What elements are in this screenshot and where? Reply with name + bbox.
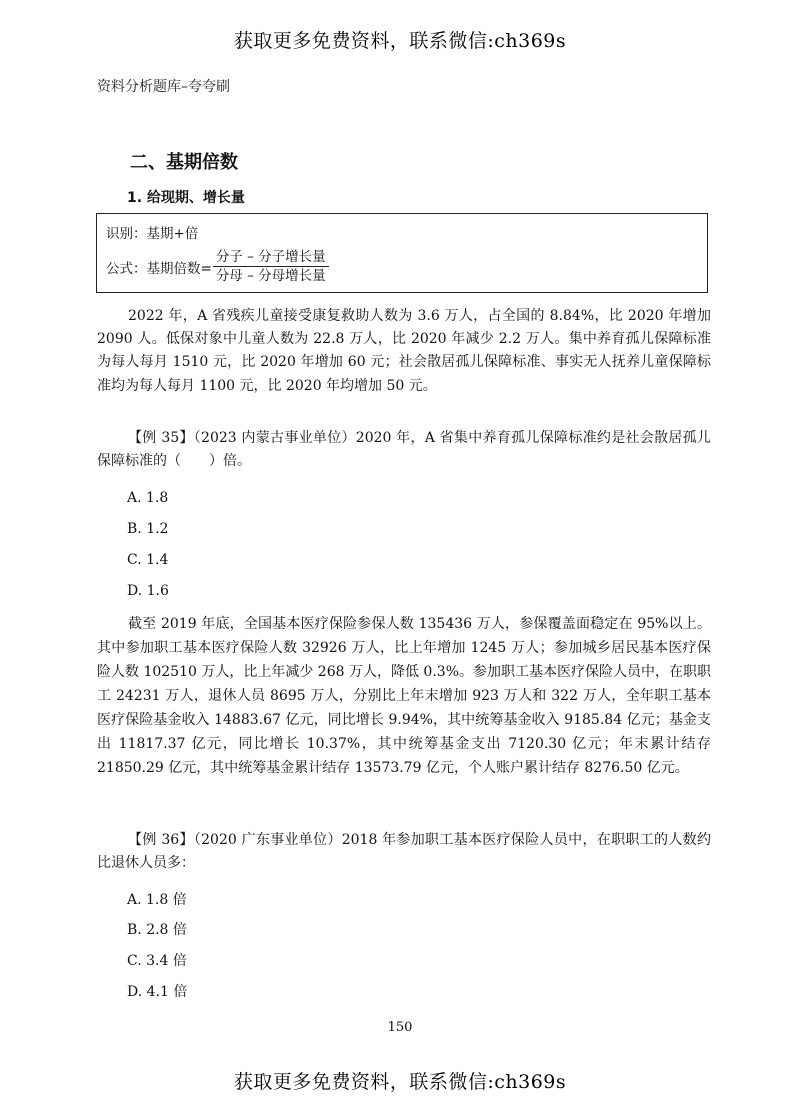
q35-option-a[interactable]: A. 1.8	[127, 490, 169, 506]
q35-option-d[interactable]: D. 1.6	[127, 583, 169, 599]
formula-denominator: 分母 – 分母增长量	[215, 268, 326, 284]
question-36: 【例 36】（2020 广东事业单位）2018 年参加职工基本医疗保险人员中，在职职工的人数约比退休人员多：	[97, 832, 711, 872]
q35-option-c[interactable]: C. 1.4	[127, 552, 169, 568]
section-title: 二、基期倍数	[130, 152, 238, 173]
formula-box	[96, 213, 708, 293]
formula-fraction	[213, 248, 329, 285]
running-head: 资料分析题库–夸夸刷	[97, 79, 230, 95]
page-number: 150	[387, 1020, 413, 1035]
formula-label: 公式：基期倍数=	[106, 260, 212, 277]
q35-option-b[interactable]: B. 1.2	[127, 521, 169, 537]
promo-banner-top: 获取更多免费资料，联系微信:ch369s	[233, 30, 567, 52]
identify-line: 识别：基期+倍	[106, 226, 199, 242]
formula-numerator: 分子 – 分子增长量	[213, 248, 329, 267]
passage-2: 截至 2019 年底，全国基本医疗保险参保人数 135436 万人，参保覆盖面稳定在 95%以上。其中参加职工基本医疗保险人数 32926 万人，比上年增加 1245 万人；参加城乡居民基本医疗保险人数 102510 万人，比上年减少 268 万人，降低 0.3%。参加职工基本医疗保险人员中，在职职工 24231 万人，退休人员 8695 万人，分别比上年末增加 923 万人和 322 万人，全年职工基本医疗保险基金收入 14883.67 亿元，同比增长 9.94%，其中统筹基金收入 9185.84 亿元；基金支出 11817.37 亿元，同比增长 10.37%，其中统筹基金支出 7120.30 亿元；年末累计结存 21850.29 亿元，其中统筹基金累计结存 13573.79 亿元，个人账户累计结存 8276.50 亿元。	[97, 616, 711, 776]
passage-1: 2022 年，A 省残疾儿童接受康复救助人数为 3.6 万人，占全国的 8.84%，比 2020 年增加 2090 人。低保对象中儿童人数为 22.8 万人，比 2020 年减少 2.2 万人。集中养育孤儿保障标准为每人每月 1510 元，比 2020 年增加 60 元；社会散居孤儿保障标准、事实无人抚养儿童保障标准均为每人每月 1100 元，比 2020 年均增加 50 元。	[97, 308, 711, 394]
q36-option-b[interactable]: B. 2.8 倍	[127, 922, 187, 938]
question-35: 【例 35】（2023 内蒙古事业单位）2020 年，A 省集中养育孤儿保障标准约是社会散居孤儿保障标准的（ ）倍。	[97, 430, 711, 470]
q36-option-c[interactable]: C. 3.4 倍	[127, 953, 187, 969]
q36-option-a[interactable]: A. 1.8 倍	[127, 892, 187, 908]
subsection-title: 1. 给现期、增长量	[127, 190, 245, 206]
promo-banner-bottom: 获取更多免费资料，联系微信:ch369s	[233, 1071, 567, 1093]
formula-line	[106, 248, 329, 285]
q36-option-d[interactable]: D. 4.1 倍	[127, 984, 188, 1000]
